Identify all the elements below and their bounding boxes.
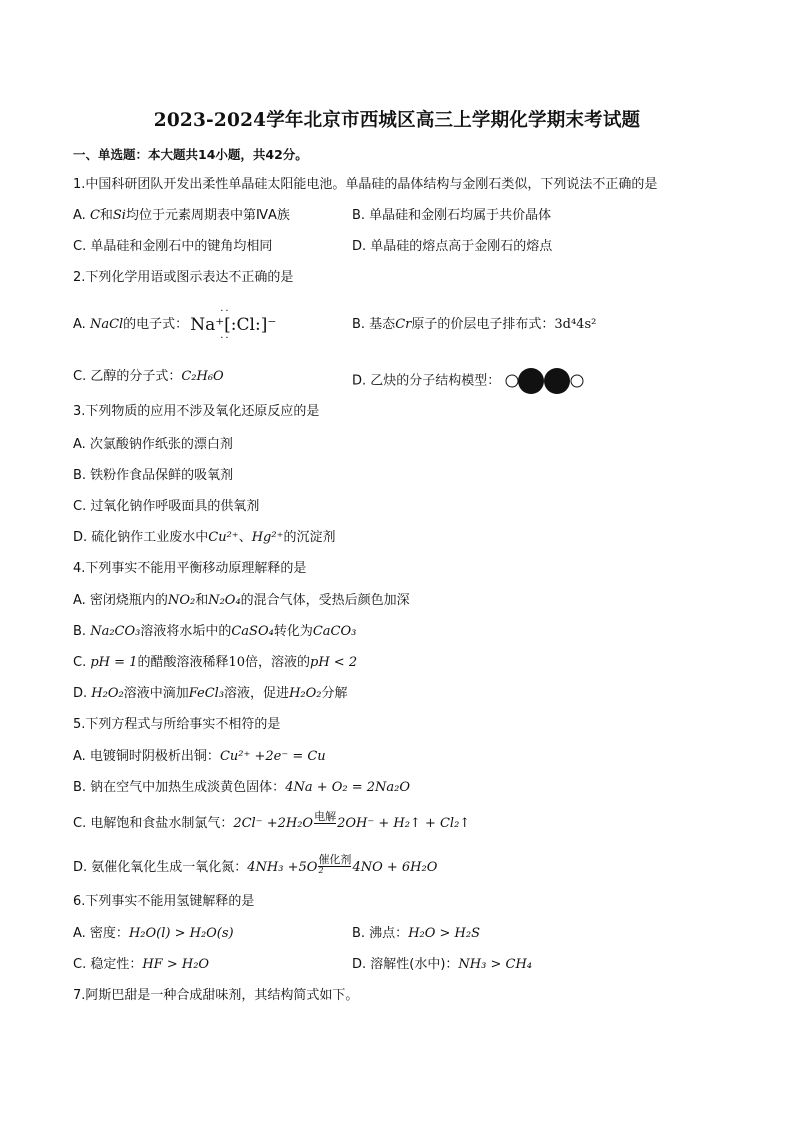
q1-option-c: C. 单晶硅和金刚石中的键角均相同: [73, 239, 273, 254]
q3-option-d: D. 硫化钠作工业废水中Cu²⁺、Hg²⁺的沉淀剂: [73, 530, 336, 545]
q6-option-b: B. 沸点：H₂O > H₂S: [352, 926, 481, 941]
q6-option-c: C. 稳定性：HF > H₂O: [73, 957, 210, 972]
catalyst-condition-arrow: 催化剂 2: [318, 853, 352, 875]
q3-stem: 3.下列物质的应用不涉及氧化还原反应的是: [73, 404, 320, 419]
q7-stem: 7.阿斯巴甜是一种合成甜味剂，其结构简式如下。: [73, 988, 359, 1003]
q2-option-c: C. 乙醇的分子式：C₂H₆O: [73, 369, 224, 384]
q2-option-b: B. 基态Cr原子的价层电子排布式：3d⁴4s²: [352, 317, 597, 332]
q1-stem: 1.中国科研团队开发出柔性单晶硅太阳能电池。单晶硅的晶体结构与金刚石类似，下列说法不正确的是: [73, 177, 658, 192]
q4-option-a: A. 密闭烧瓶内的NO₂和N₂O₄的混合气体，受热后颜色加深: [73, 593, 410, 608]
q1-option-a: A. C和Si均位于元素周期表中第ⅣA族: [73, 208, 290, 223]
q5-option-d: D. 氨催化氧化生成一氧化氮：4NH₃ +5O 催化剂 2 4NO + 6H₂O: [73, 853, 438, 875]
q5-option-a: A. 电镀铜时阴极析出铜：Cu²⁺ +2e⁻ = Cu: [73, 749, 326, 764]
q4-option-b: B. Na₂CO₃溶液将水垢中的CaSO₄转化为CaCO₃: [73, 624, 357, 639]
q2-stem: 2.下列化学用语或图示表达不正确的是: [73, 270, 294, 285]
electrolysis-condition-arrow: 电解: [314, 810, 337, 823]
q2-option-d: D. 乙炔的分子结构模型：: [352, 368, 586, 394]
nacl-lewis-structure: Na⁺[:Cl:]⁻ ·· ··: [190, 306, 277, 344]
q5-option-b: B. 钠在空气中加热生成淡黄色固体：4Na + O₂ = 2Na₂O: [73, 780, 411, 795]
acetylene-model-image: [504, 368, 586, 394]
q6-option-d: D. 溶解性(水中)：NH₃ > CH₄: [352, 957, 532, 972]
q6-option-a: A. 密度：H₂O(l) > H₂O(s): [73, 926, 234, 941]
q3-option-b: B. 铁粉作食品保鲜的吸氧剂: [73, 468, 234, 483]
q5-stem: 5.下列方程式与所给事实不相符的是: [73, 717, 281, 732]
q3-option-a: A. 次氯酸钠作纸张的漂白剂: [73, 437, 233, 452]
exam-title: 2023-2024学年北京市西城区高三上学期化学期末考试题: [153, 110, 641, 131]
section-heading: 一、单选题：本大题共14小题，共42分。: [73, 147, 308, 162]
q4-option-d: D. H₂O₂溶液中滴加FeCl₃溶液，促进H₂O₂分解: [73, 686, 348, 701]
q1-option-d: D. 单晶硅的熔点高于金刚石的熔点: [352, 239, 553, 254]
q5-option-c: C. 电解饱和食盐水制氯气：2Cl⁻ +2H₂O 电解 2OH⁻ + H₂↑ + Cl₂↑: [73, 810, 471, 831]
q1-option-b: B. 单晶硅和金刚石均属于共价晶体: [352, 208, 552, 223]
q3-option-c: C. 过氧化钠作呼吸面具的供氧剂: [73, 499, 260, 514]
q2-option-a: A. NaCl的电子式： Na⁺[:Cl:]⁻ ·· ··: [73, 306, 277, 344]
q6-stem: 6.下列事实不能用氢键解释的是: [73, 894, 255, 909]
q4-option-c: C. pH = 1的醋酸溶液稀释10倍，溶液的pH < 2: [73, 655, 358, 670]
q4-stem: 4.下列事实不能用平衡移动原理解释的是: [73, 561, 307, 576]
